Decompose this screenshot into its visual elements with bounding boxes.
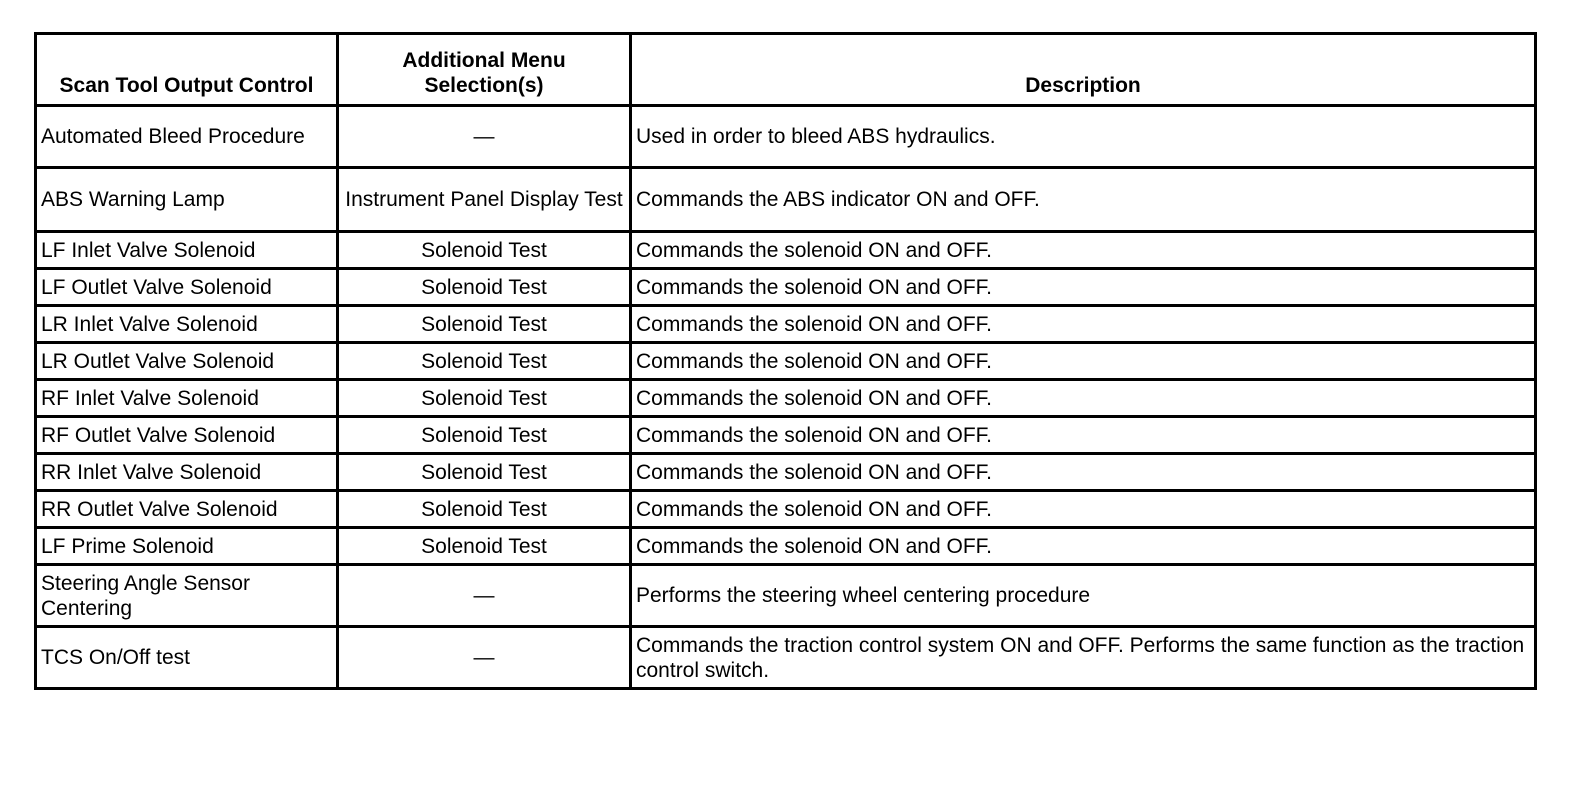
scan-tool-output-control-table [34,32,1537,690]
table-row [36,491,1536,528]
table-row [36,306,1536,343]
table-row [36,232,1536,269]
cell-description: Used in order to bleed ABS hydraulics. [631,106,1536,168]
table-row [36,269,1536,306]
cell-control: Steering Angle Sensor Centering [36,565,338,627]
cell-control: RR Inlet Valve Solenoid [36,454,338,491]
cell-menu: Solenoid Test [338,343,631,380]
header-additional-menu-selections: Additional Menu Selection(s) [338,34,631,106]
table-row [36,343,1536,380]
cell-description: Commands the solenoid ON and OFF. [631,417,1536,454]
header-scan-tool-output-control: Scan Tool Output Control [36,34,338,106]
cell-description: Commands the solenoid ON and OFF. [631,269,1536,306]
cell-control: RR Outlet Valve Solenoid [36,491,338,528]
cell-control: LF Inlet Valve Solenoid [36,232,338,269]
cell-menu: Solenoid Test [338,380,631,417]
cell-menu: Solenoid Test [338,306,631,343]
cell-menu: — [338,627,631,689]
cell-menu: Solenoid Test [338,491,631,528]
cell-control: Automated Bleed Procedure [36,106,338,168]
cell-description: Commands the solenoid ON and OFF. [631,380,1536,417]
cell-description: Commands the solenoid ON and OFF. [631,306,1536,343]
cell-menu: Solenoid Test [338,269,631,306]
cell-description: Commands the solenoid ON and OFF. [631,232,1536,269]
cell-control: TCS On/Off test [36,627,338,689]
cell-description: Commands the solenoid ON and OFF. [631,343,1536,380]
cell-control: RF Outlet Valve Solenoid [36,417,338,454]
cell-menu: Solenoid Test [338,528,631,565]
table-header-row [36,34,1536,106]
cell-description: Commands the traction control system ON and OFF. Performs the same function as the traction control switch. [631,627,1536,689]
table-row [36,380,1536,417]
table-row [36,168,1536,232]
cell-description: Commands the solenoid ON and OFF. [631,454,1536,491]
cell-menu: Solenoid Test [338,232,631,269]
cell-control: ABS Warning Lamp [36,168,338,232]
cell-menu: Solenoid Test [338,454,631,491]
cell-description: Commands the ABS indicator ON and OFF. [631,168,1536,232]
header-description: Description [631,34,1536,106]
table-row [36,106,1536,168]
cell-control: RF Inlet Valve Solenoid [36,380,338,417]
cell-description: Commands the solenoid ON and OFF. [631,528,1536,565]
table-row [36,565,1536,627]
table-row [36,417,1536,454]
cell-menu: Solenoid Test [338,417,631,454]
scan-tool-output-control-table-container [34,32,1534,690]
cell-control: LF Prime Solenoid [36,528,338,565]
table-row [36,627,1536,689]
cell-menu: — [338,106,631,168]
table-row [36,454,1536,491]
table-row [36,528,1536,565]
cell-control: LR Outlet Valve Solenoid [36,343,338,380]
cell-control: LF Outlet Valve Solenoid [36,269,338,306]
cell-menu: Instrument Panel Display Test [338,168,631,232]
cell-description: Commands the solenoid ON and OFF. [631,491,1536,528]
cell-control: LR Inlet Valve Solenoid [36,306,338,343]
cell-description: Performs the steering wheel centering procedure [631,565,1536,627]
cell-menu: — [338,565,631,627]
